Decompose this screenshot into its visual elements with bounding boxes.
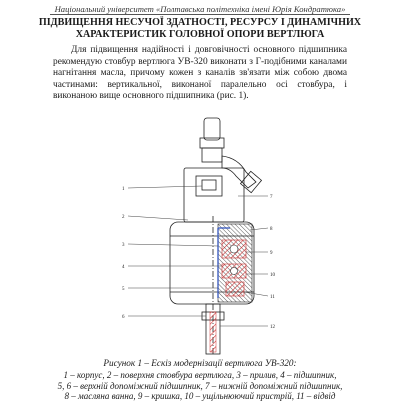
affiliation-header: Національний університет «Полтавська політехніка імені Юрія Кондратюка» [54, 4, 346, 14]
label-11: 11 [270, 295, 275, 300]
abstract-text: Для підвищення надійності і довговічності основного підшипника рекомендую стовбур вертлюга УВ-320 виконати з Г-подібними каналами нагнітання масла, причому кожен з каналів зв'язати між собою двома частинами: вертикальної, виконаної паралельно осі стовбура, і виконаною вище основного підшипника (рис. 1). [53, 45, 347, 102]
label-10: 10 [270, 273, 275, 278]
label-2: 2 [122, 215, 125, 220]
swivel-figure [118, 116, 278, 356]
label-7: 7 [270, 195, 273, 200]
figure-legend [40, 370, 360, 402]
label-12: 12 [270, 325, 275, 330]
title-line-1: ПІДВИЩЕННЯ НЕСУЧОЇ ЗДАТНОСТІ, РЕСУРСУ І ДИНАМІЧНИХ [38, 17, 362, 28]
header-rule [50, 14, 350, 15]
paper-title [32, 17, 368, 41]
title-line-2: ХАРАКТЕРИСТИК ГОЛОВНОЇ ОПОРИ ВЕРТЛЮГА [75, 29, 325, 40]
legend-line-2: 5, 6 – верхній допоміжний підшипник, 7 – нижній допоміжний підшипник, [57, 380, 343, 391]
label-9: 9 [270, 251, 273, 256]
top-tube [204, 118, 220, 140]
figure-caption: Рисунок 1 – Ескіз модернізації вертлюга УВ-320: [103, 358, 297, 368]
label-1: 1 [122, 187, 125, 192]
abstract-paragraph [53, 45, 347, 103]
label-3: 3 [122, 243, 125, 248]
label-8: 8 [270, 227, 273, 232]
label-4: 4 [122, 265, 125, 270]
elbow-pipe [222, 156, 256, 188]
swivel-drawing [118, 116, 278, 356]
label-6: 6 [122, 315, 125, 320]
legend-line-3: 8 – масляна ванна, 9 – кришка, 10 – ущільнюючий пристрій, 11 – відвід [64, 391, 336, 402]
legend-line-1: 1 – корпус, 2 – поверхня стовбура вертлюга, 3 – прилив, 4 – підшипник, [63, 370, 337, 380]
label-5: 5 [122, 287, 125, 292]
